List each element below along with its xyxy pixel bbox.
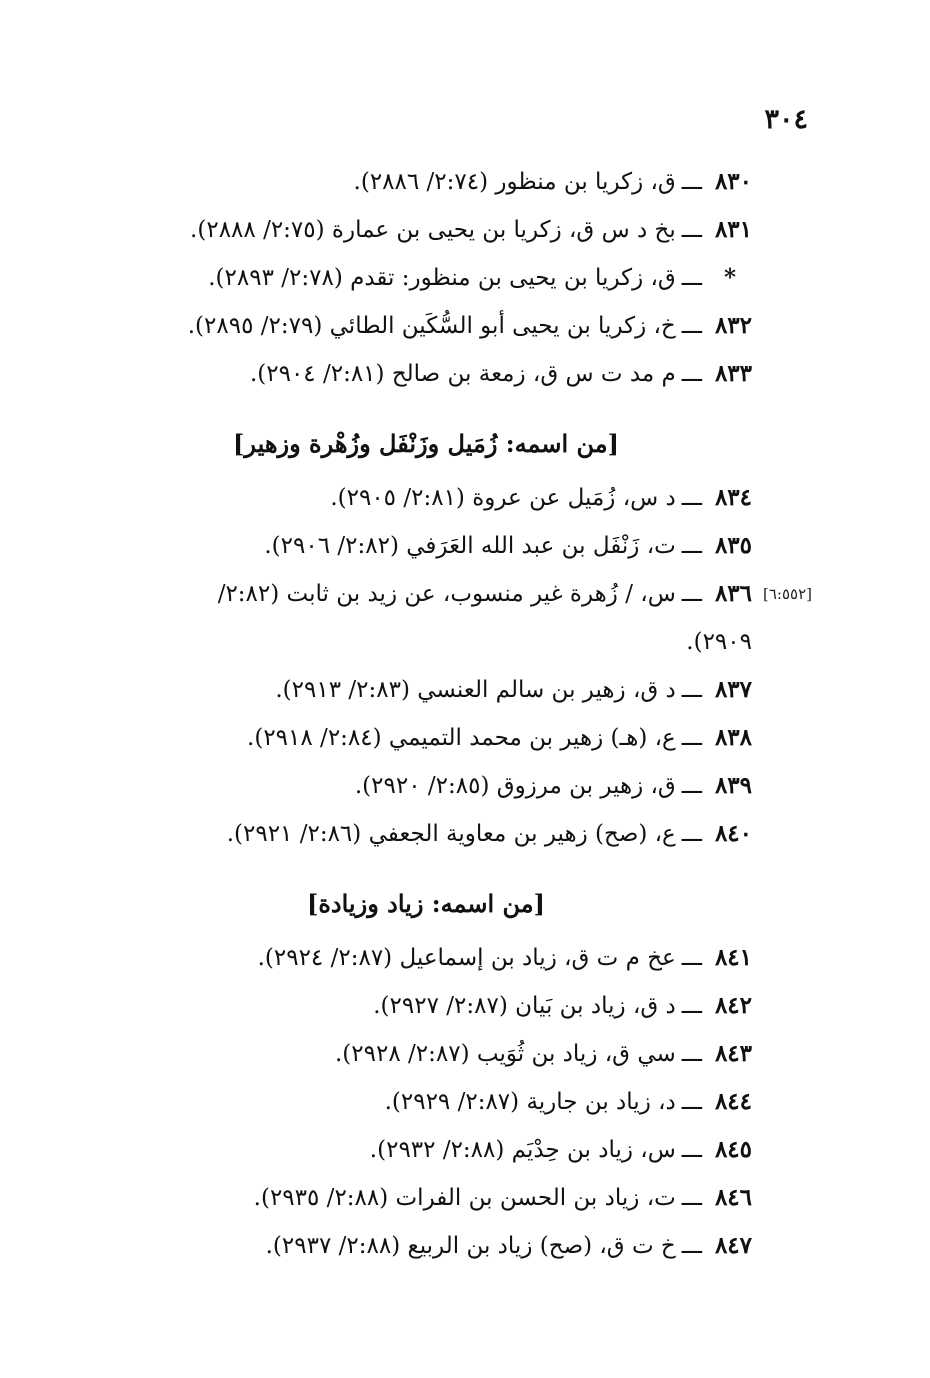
entry-number: ٨٣٤ [714,484,752,511]
entry-number: ٨٤٠ [714,820,752,847]
entry-number: ٨٤٥ [714,1136,752,1163]
entry-number: ٨٣٦ [714,580,752,607]
section-heading: [من اسمه: زُمَيل وزَنْفَل وزُهْرة وزهير] [232,429,619,458]
entry-number: ٨٤٢ [714,992,752,1019]
entry-845 [60,1126,752,1174]
entry-text: ع، (صح) زهير بن معاوية الجعفي (٢:٨٦/ ٢٩٢١). [226,821,676,847]
entry-text: ت، زياد بن الحسن بن الفرات (٢:٨٨/ ٢٩٣٥). [253,1185,676,1211]
dash: ـــ [681,533,702,559]
entry-842 [60,982,752,1030]
entry-text: م مد ت س ق، زمعة بن صالح (٢:٨١/ ٢٩٠٤). [249,361,676,387]
asterisk-marker: * [723,264,737,291]
entry-text: خ ت ق، (صح) زياد بن الربيع (٢:٨٨/ ٢٩٣٧). [265,1233,676,1259]
entry-text: سي ق، زياد بن ثُوَيب (٢:٨٧/ ٢٩٢٨). [335,1041,676,1067]
entry-837 [60,666,752,714]
dash: ـــ [681,169,702,195]
entry-text: خ، زكريا بن يحيى أبو السُّكَين الطائي (٢:٧٩/ ٢٨٩٥). [187,313,676,339]
entry-line-1 [60,570,752,618]
dash: ـــ [681,993,702,1019]
entry-text: د ق، زهير بن سالم العنسي (٢:٨٣/ ٢٩١٣). [275,677,676,703]
entry-number: ٨٣٢ [714,312,752,339]
dash: ـــ [681,485,702,511]
entry-number: ٨٣٨ [714,724,752,751]
dash: ـــ [681,725,702,751]
entry-text: س، / زُهرة غير منسوب، عن زيد بن ثابت (٢:٨٢/ [217,581,676,607]
dash: ـــ [681,1089,702,1115]
entry-text: ق، زكريا بن يحيى بن منظور: تقدم (٢:٧٨/ ٢٨٩٣). [208,265,676,291]
entry-832 [60,302,752,350]
entry-number: ٨٤١ [714,944,752,971]
entry-834 [60,474,752,522]
entry-text: د ق، زياد بن بَيان (٢:٨٧/ ٢٩٢٧). [373,993,676,1019]
entry-839 [60,762,752,810]
section-heading: [من اسمه: زياد وزيادة] [307,889,545,918]
entry-line-2: ٢٩٠٩). [686,629,752,655]
dash: ـــ [681,217,702,243]
entry-number: ٨٤٤ [714,1088,752,1115]
entry-843 [60,1030,752,1078]
dash: ـــ [681,313,702,339]
entry-836 [60,570,864,666]
entry-number: ٨٣٣ [714,360,752,387]
entry-number: ٨٤٧ [714,1232,752,1259]
entry-835 [60,522,752,570]
entry-847 [60,1222,752,1270]
entry-number: ٨٣٧ [714,676,752,703]
entry-number: ٨٣٠ [714,168,752,195]
page-number: ٣٠٤ [764,104,808,135]
entry-text: ق، زكريا بن منظور (٢:٧٤/ ٢٨٨٦). [353,169,676,195]
entry-846 [60,1174,752,1222]
dash: ـــ [681,581,702,607]
entry-text: ع، (هـ) زهير بن محمد التميمي (٢:٨٤/ ٢٩١٨). [247,725,676,751]
entry-text: عخ م ت ق، زياد بن إسماعيل (٢:٨٧/ ٢٩٢٤). [257,945,676,971]
entry-number: ٨٤٣ [714,1040,752,1067]
dash: ـــ [681,265,702,291]
margin-reference: [٦:٥٥٢] [763,585,812,603]
entry-830 [60,158,752,206]
entry-text: د س، زُمَيل عن عروة (٢:٨١/ ٢٩٠٥). [330,485,676,511]
entry-844 [60,1078,752,1126]
entry-833 [60,350,752,398]
entry-number: ٨٣٩ [714,772,752,799]
entry-840 [60,810,752,858]
entries-list [60,158,812,1270]
entry-831 [60,206,752,254]
dash: ـــ [681,773,702,799]
dash: ـــ [681,677,702,703]
entry-841 [60,934,752,982]
dash: ـــ [681,1185,702,1211]
entry-text: د، زياد بن جارية (٢:٨٧/ ٢٩٢٩). [384,1089,676,1115]
entry-838 [60,714,752,762]
entry-number: ٨٣١ [714,216,752,243]
entry-text: س، زياد بن حِدْيَم (٢:٨٨/ ٢٩٣٢). [369,1137,676,1163]
dash: ـــ [681,361,702,387]
dash: ـــ [681,1137,702,1163]
entry-text: بخ د س ق، زكريا بن يحيى بن عمارة (٢:٧٥/ ٢٨٨٨). [190,217,676,243]
entry-text: ت، زَنْفَل بن عبد الله العَرَفي (٢:٨٢/ ٢٩٠٦). [264,533,676,559]
entry-text: ق، زهير بن مرزوق (٢:٨٥/ ٢٩٢٠). [354,773,676,799]
dash: ـــ [681,1233,702,1259]
entry-cross-reference [60,254,752,302]
dash: ـــ [681,945,702,971]
entry-number: ٨٣٥ [714,532,752,559]
dash: ـــ [681,821,702,847]
dash: ـــ [681,1041,702,1067]
entry-number: ٨٤٦ [714,1184,752,1211]
